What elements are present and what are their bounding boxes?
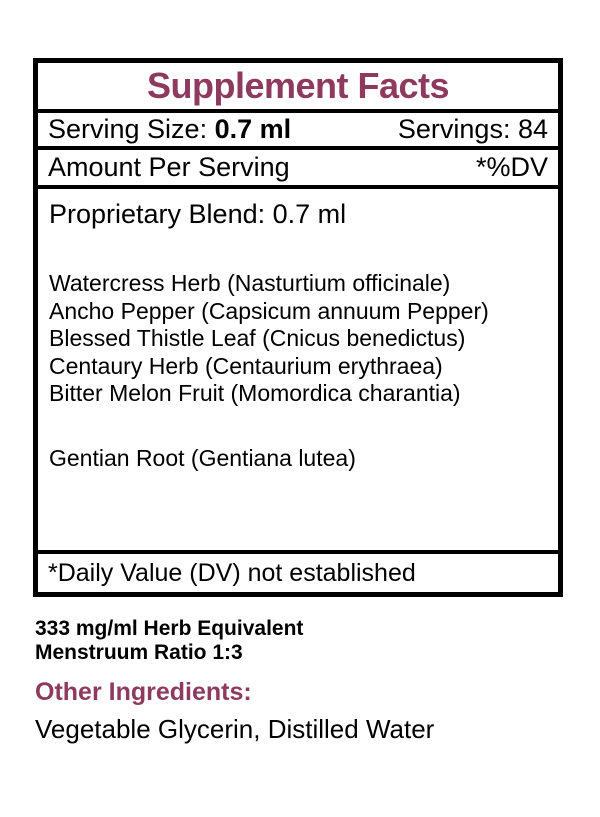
supplement-facts-title: Supplement Facts: [146, 65, 450, 106]
amount-per-serving-label: Amount Per Serving: [48, 152, 290, 182]
proprietary-blend-section: [38, 189, 558, 554]
additional-info-section: [35, 617, 565, 744]
serving-size-text: [48, 114, 291, 145]
daily-value-footnote-row: [38, 554, 558, 592]
daily-value-footnote: *Daily Value (DV) not established: [48, 558, 416, 587]
other-ingredients-list: Vegetable Glycerin, Distilled Water: [35, 714, 435, 744]
other-ingredients-heading: Other Ingredients:: [35, 678, 252, 706]
ingredient-item: Watercress Herb (Nasturtium officinale): [49, 270, 451, 296]
ingredient-item: Centaury Herb (Centaurium erythraea): [49, 352, 443, 379]
proprietary-blend-title: Proprietary Blend: 0.7 ml: [49, 199, 347, 229]
ingredient-item: Ancho Pepper (Capsicum annuum Pepper): [49, 297, 489, 324]
serving-size-value: 0.7 ml: [214, 114, 292, 144]
servings-count: Servings: 84: [397, 114, 548, 144]
supplement-facts-label: [33, 58, 563, 597]
ingredient-list: [49, 270, 547, 472]
menstruum-ratio-text: Menstruum Ratio 1:3: [35, 641, 243, 664]
dv-column-header: *%DV: [475, 152, 548, 182]
herb-equivalent-text: 333 mg/ml Herb Equivalent: [35, 617, 304, 640]
serving-size-row: [38, 113, 558, 150]
amount-per-serving-row: [38, 150, 558, 189]
ingredient-item: Bitter Melon Fruit (Momordica charantia): [49, 380, 461, 406]
serving-size-label: Serving Size:: [48, 114, 215, 144]
ingredient-item: Blessed Thistle Leaf (Cnicus benedictus): [49, 325, 466, 351]
ingredient-item: Gentian Root (Gentiana lutea): [49, 444, 356, 471]
title-section: [38, 63, 558, 113]
